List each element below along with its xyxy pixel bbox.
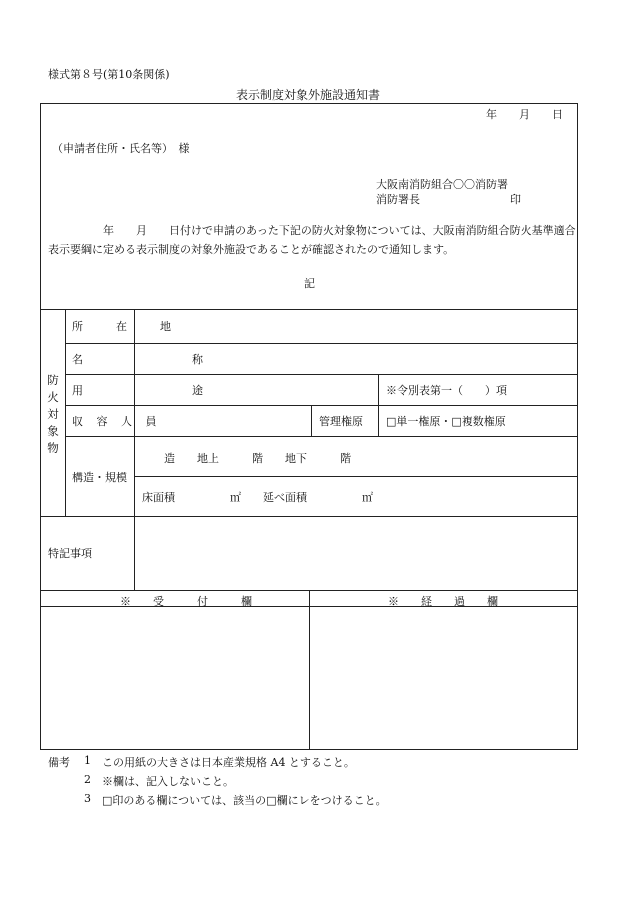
capacity-label: 収 容 人 員 — [72, 415, 162, 428]
date-line: 年 月 日 — [486, 108, 563, 121]
notes-heading: 備考 — [48, 756, 70, 769]
location-label: 所 在 地 — [72, 320, 182, 333]
remarks-label: 特記事項 — [48, 547, 92, 560]
structure-label: 構造・規模 — [72, 471, 127, 484]
form-number: 様式第８号(第10条関係) — [48, 68, 170, 81]
divider — [65, 374, 578, 375]
area-line: 床面積 ㎡ 延べ面積 ㎡ — [142, 491, 373, 504]
note-number: 2 — [84, 773, 91, 786]
divider — [65, 309, 66, 516]
applicant-line: （申請者住所・氏名等） 様 — [52, 142, 190, 155]
divider — [309, 590, 310, 750]
divider — [65, 343, 578, 344]
issuer-org: 大阪南消防組合〇〇消防署 — [376, 178, 508, 191]
divider — [378, 374, 379, 436]
progress-header: ※ 経 過 欄 — [388, 595, 498, 608]
note-number: 3 — [84, 792, 91, 805]
note-text: ※欄は、記入しないこと。 — [102, 775, 234, 788]
note-text: □印のある欄については、該当の□欄にレをつけること。 — [102, 794, 387, 807]
note-text: この用紙の大きさは日本産業規格 A4 とすること。 — [102, 756, 355, 769]
notice-body: 年 月 日付けで申請のあった下記の防火対象物については、大阪南消防組合防火基準適合表示要綱に定める表示制度の対象外施設であることが確認されたので通知します。 — [48, 224, 576, 256]
seal-mark: 印 — [510, 193, 521, 206]
property-group-label: 防火対象物 — [47, 373, 59, 455]
use-note: ※令別表第一（ ）項 — [386, 384, 507, 397]
name-label: 名 称 — [72, 353, 222, 366]
divider — [40, 516, 578, 517]
divider — [134, 476, 578, 477]
divider — [311, 405, 312, 436]
use-label: 用 途 — [72, 384, 222, 397]
note-number: 1 — [84, 754, 91, 767]
divider — [65, 405, 578, 406]
ki-heading: 記 — [304, 277, 315, 290]
divider — [65, 436, 578, 437]
form-title: 表示制度対象外施設通知書 — [236, 88, 381, 102]
authority-options: □単一権原・□複数権原 — [386, 415, 506, 428]
authority-label: 管理権原 — [319, 415, 363, 428]
issuer-chief: 消防署長 — [376, 193, 420, 206]
reception-header: ※ 受 付 欄 — [120, 595, 252, 608]
structure-line: 造 地上 階 地下 階 — [164, 452, 351, 465]
divider — [40, 309, 578, 310]
